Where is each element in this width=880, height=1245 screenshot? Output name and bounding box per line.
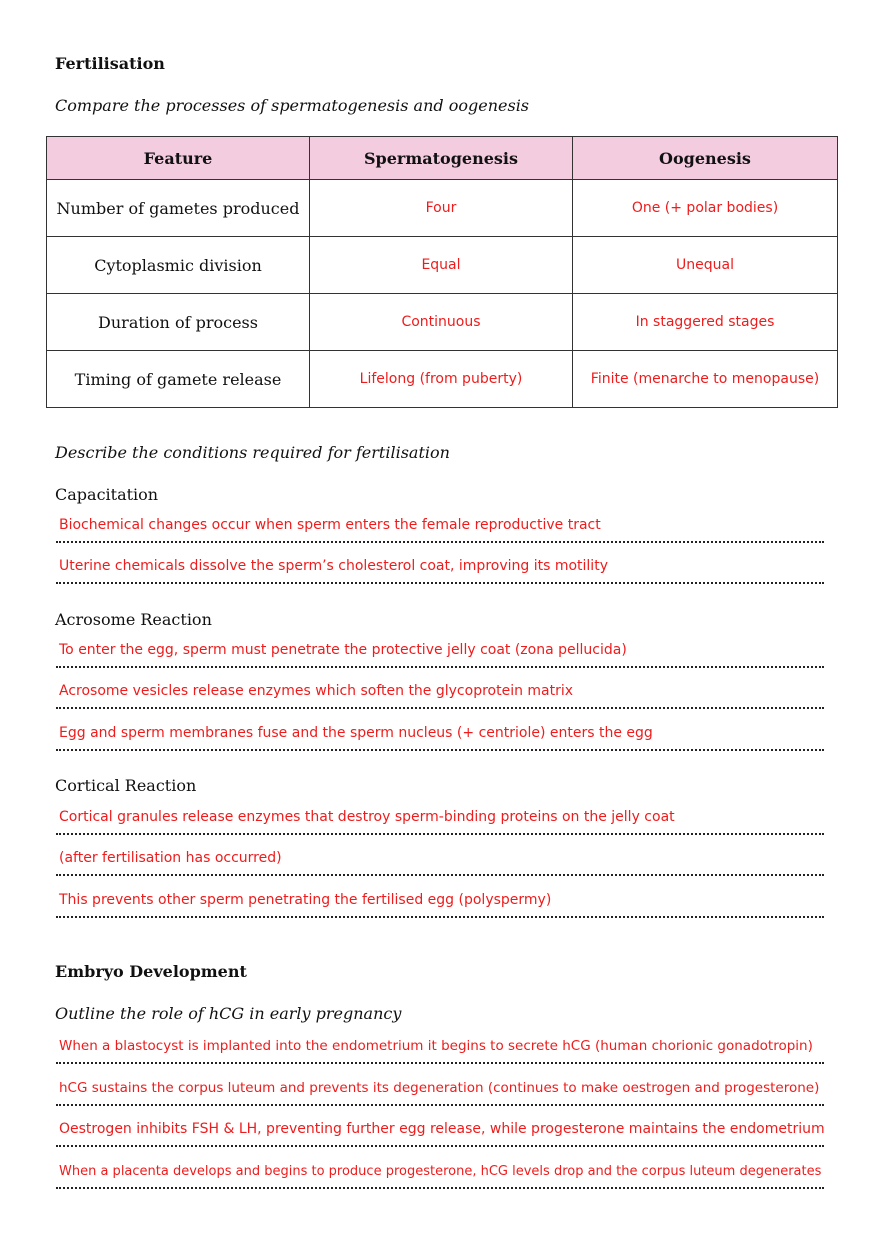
answer-line [56,1063,824,1106]
header-spermatogenesis: Spermatogenesis [310,137,573,180]
sperm-cell: Continuous [310,294,573,351]
answer-text: Biochemical changes occur when sperm enters the female reproductive tract [59,517,601,533]
answer-text: Cortical granules release enzymes that destroy sperm-binding proteins on the jelly coat [59,809,675,825]
question-conditions: Describe the conditions required for fertilisation [55,443,450,462]
answer-line [56,1021,824,1064]
answer-line [56,833,824,876]
oo-cell: One (+ polar bodies) [573,180,838,237]
answer-text: When a placenta develops and begins to produce progesterone, hCG levels drop and the corpus luteum degenerates [59,1164,822,1179]
answer-text: To enter the egg, sperm must penetrate the protective jelly coat (zona pellucida) [59,642,627,658]
comparison-table [46,136,838,408]
answer-text: Egg and sperm membranes fuse and the sperm nucleus (+ centriole) enters the egg [59,725,653,741]
answer-line [56,541,824,584]
oo-cell: In staggered stages [573,294,838,351]
header-oogenesis: Oogenesis [573,137,838,180]
answer-text: Acrosome vesicles release enzymes which soften the glycoprotein matrix [59,683,574,699]
table-row [47,180,838,237]
sperm-cell: Equal [310,237,573,294]
answer-line [56,1104,824,1147]
subheading-acrosome: Acrosome Reaction [55,610,212,629]
feature-cell: Cytoplasmic division [47,237,310,294]
answer-text: hCG sustains the corpus luteum and prevents its degeneration (continues to make oestrogen and progesterone) [59,1080,820,1096]
sperm-cell: Four [310,180,573,237]
answer-line [56,875,824,918]
answer-text: (after fertilisation has occurred) [59,850,282,866]
answer-line [56,792,824,835]
table-row [47,237,838,294]
answer-text: This prevents other sperm penetrating the fertilised egg (polyspermy) [59,892,552,908]
heading-fertilisation: Fertilisation [55,54,165,73]
answer-line [56,708,824,751]
table-row [47,294,838,351]
answer-line [56,666,824,709]
answer-text: When a blastocyst is implanted into the endometrium it begins to secrete hCG (human chorionic gonadotropin) [59,1038,813,1054]
oo-cell: Unequal [573,237,838,294]
answer-line [56,625,824,668]
answer-text: Uterine chemicals dissolve the sperm’s cholesterol coat, improving its motility [59,558,608,574]
sperm-cell: Lifelong (from puberty) [310,351,573,408]
table-header-row [47,137,838,180]
answer-line [56,1146,824,1189]
answer-text: Oestrogen inhibits FSH & LH, preventing further egg release, while progesterone maintains the endometrium [59,1121,825,1137]
subheading-capacitation: Capacitation [55,485,159,504]
oo-cell: Finite (menarche to menopause) [573,351,838,408]
question-compare: Compare the processes of spermatogenesis and oogenesis [55,96,530,115]
question-hcg: Outline the role of hCG in early pregnancy [55,1004,402,1023]
feature-cell: Duration of process [47,294,310,351]
heading-embryo-development: Embryo Development [55,962,247,981]
subheading-cortical: Cortical Reaction [55,776,197,795]
header-feature: Feature [47,137,310,180]
feature-cell: Timing of gamete release [47,351,310,408]
table-row [47,351,838,408]
feature-cell: Number of gametes produced [47,180,310,237]
answer-line [56,500,824,543]
